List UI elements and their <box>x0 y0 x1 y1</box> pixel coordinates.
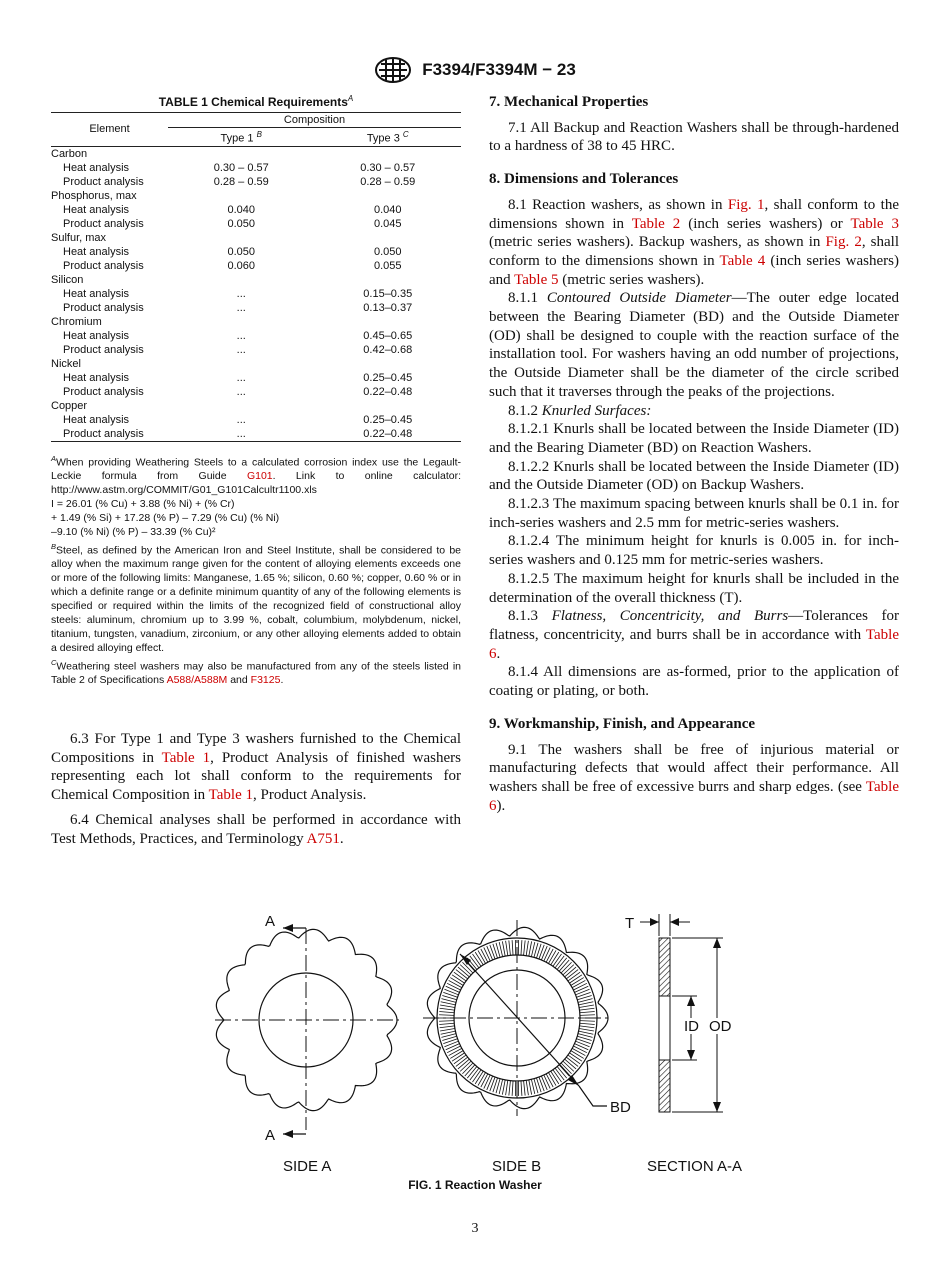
page-number: 3 <box>471 1221 479 1236</box>
cell-value: 0.25–0.45 <box>363 371 413 384</box>
knurl-line <box>481 1074 488 1087</box>
knurl-line <box>478 1073 486 1086</box>
paragraph-9-1: 9.1 The washers shall be free of injurious material or manufacturing defects that would affect their performance. All washers shall be free of excessive burrs and sharp edges. (see Table 6). <box>489 741 899 814</box>
link-fig1[interactable]: Fig. 1 <box>727 196 765 213</box>
knurl-line <box>526 1080 528 1095</box>
link-table2[interactable]: Table 2 <box>631 215 681 232</box>
side-a-view <box>215 913 399 1144</box>
knurl-line <box>524 1081 526 1096</box>
table-row <box>51 146 461 161</box>
section-upper-part <box>659 938 670 996</box>
formula-line-1: I = 26.01 (% Cu) + 3.88 (% Ni) + (% Cr) <box>51 498 235 511</box>
knurl-line <box>571 978 584 986</box>
knurl-line <box>484 1075 490 1089</box>
paragraph-8-1: 8.1 Reaction washers, as shown in Fig. 1, shall conform to the dimensions shown in Table 2 (inch series washers) or Table 3 (metric series washers). Backup washers, as shown in Fig. 2, shall conform to the dimensions shown in Table 4 (inch series washers) and Table 5 (metric series washers). <box>489 196 900 288</box>
cell-value: ... <box>236 413 246 426</box>
cell-value: ... <box>236 371 246 384</box>
cell-value: 0.040 <box>373 203 402 216</box>
knurl-line <box>439 1015 454 1016</box>
knurl-line <box>446 986 460 992</box>
knurl-line <box>579 1002 594 1005</box>
table-row <box>51 287 461 301</box>
row-label: Heat analysis <box>63 161 130 174</box>
knurl-line <box>450 1051 463 1059</box>
paragraph-7-1: 7.1 All Backup and Reaction Washers shall be through-hardened to a hardness of 38 to 45 HRC. <box>489 119 899 155</box>
row-label: Product analysis <box>63 217 144 230</box>
knurl-line <box>524 940 526 955</box>
knurl-line <box>447 983 460 990</box>
label-bd: BD <box>610 1099 631 1116</box>
knurl-line <box>512 1081 513 1096</box>
cell-value: 0.040 <box>227 203 256 216</box>
arrow-head-icon <box>283 924 293 932</box>
knurl-line <box>444 1041 458 1047</box>
knurl-line <box>450 978 463 986</box>
knurl-line <box>521 1081 522 1096</box>
row-label: Heat analysis <box>63 329 130 342</box>
knurl-line <box>576 1041 590 1047</box>
knurl-line <box>526 941 528 956</box>
col-type3-header: Type 3 $^C$ <box>315 128 462 147</box>
cell-value: 0.45–0.65 <box>363 329 413 342</box>
row-label: Heat analysis <box>63 245 130 258</box>
knurl-line <box>502 1080 505 1095</box>
knurl-line <box>573 1046 586 1053</box>
arrow-head-icon <box>687 1050 695 1060</box>
section-a-a-view <box>625 914 732 1112</box>
knurl-line <box>544 1075 550 1089</box>
figure-caption: FIG. 1 Reaction Washer <box>408 1178 542 1192</box>
row-label: Product analysis <box>63 343 144 356</box>
cell-value <box>315 273 462 287</box>
table-row <box>51 329 461 343</box>
footnote-a: $^A$When providing Weathering Steels to a calculated corrosion index use the Legault-Leckie formula from Guide G101. Link to online calculator: http://www.astm.org/COMMIT/G01_G101Calcultr1100.xls <box>51 454 461 497</box>
cell-value <box>315 146 462 161</box>
knurl-line <box>575 1044 589 1050</box>
label-side-b: SIDE B <box>492 1158 542 1175</box>
arrow-head-icon <box>713 938 721 948</box>
link-table1[interactable]: Table 1 <box>208 787 253 804</box>
row-label: Heat analysis <box>63 413 130 426</box>
table-row <box>51 357 461 371</box>
row-label: Product analysis <box>63 259 144 272</box>
paragraph-6-4: 6.4 Chemical analyses shall be performed in accordance with Test Methods, Practices, and Terminology A751. <box>51 811 461 847</box>
table-row <box>51 427 461 442</box>
table-row <box>51 371 461 385</box>
knurl-line <box>546 949 553 962</box>
arrow-head-icon <box>283 1130 293 1138</box>
knurl-line <box>487 1076 493 1090</box>
cell-value: ... <box>236 343 246 356</box>
knurl-line <box>506 1080 508 1095</box>
cell-value: 0.050 <box>373 245 402 258</box>
row-label: Carbon <box>51 147 88 160</box>
knurl-line <box>499 1079 502 1094</box>
row-label: Phosphorus, max <box>51 189 137 202</box>
table-row <box>51 315 461 329</box>
knurl-line <box>509 1081 511 1096</box>
section-9-heading: 9. Workmanship, Finish, and Appearance <box>489 715 756 732</box>
row-label: Product analysis <box>63 385 144 398</box>
cell-value: ... <box>236 385 246 398</box>
link-table4[interactable]: Table 4 <box>719 252 766 269</box>
knurl-line <box>439 1021 454 1022</box>
knurl-line <box>502 941 505 956</box>
paragraph-8-1-2-4: 8.1.2.4 The minimum height for knurls is 0.005 in. for inch-series washers and 0.125 mm for metric-series washers. <box>489 533 899 569</box>
cell-value: 0.15–0.35 <box>363 287 413 300</box>
bd-leader-line <box>579 1086 607 1106</box>
table-row <box>51 385 461 399</box>
row-label: Heat analysis <box>63 203 130 216</box>
link-a588[interactable]: A588/A588M <box>166 674 228 687</box>
table-row <box>51 259 461 273</box>
cell-value <box>315 315 462 329</box>
knurl-line <box>579 1005 594 1008</box>
link-fig2[interactable]: Fig. 2 <box>825 234 862 251</box>
cell-value <box>168 189 315 203</box>
paragraph-8-1-2-1: 8.1.2.1 Knurls shall be located between the Inside Diameter (ID) and the Bearing Diameter (BD) on Reaction Washers. <box>489 421 899 456</box>
cell-value: 0.30 – 0.57 <box>213 161 269 174</box>
link-table6[interactable]: Table 6 <box>489 626 899 662</box>
paragraph-8-1-1: 8.1.1 Contoured Outside Diameter—The outer edge located between the Bearing Diameter (BD) and the Outside Diameter (OD) shall be designed to couple with the reaction surface of the installation tool. For washers having an odd number of projections, the Outside Diameter shall be the diameter of the circle scribed such that it traverses through the peaks of the projections. <box>489 290 900 400</box>
cell-value <box>168 146 315 161</box>
knurl-line <box>441 1031 456 1034</box>
row-label: Silicon <box>51 273 84 286</box>
paragraph-8-1-4: 8.1.4 All dimensions are as-formed, prior to the application of coating or plating, or both. <box>489 664 899 700</box>
paragraph-6-3: 6.3 For Type 1 and Type 3 washers furnished to the Chemical Compositions in Table 1, Product Analysis of finished washers representing each lot shall conform to the requirements for Chemical Composition in Table 1, Product Analysis. <box>51 731 461 804</box>
row-label: Product analysis <box>63 175 144 188</box>
row-label: Nickel <box>51 357 81 370</box>
cell-value: 0.25–0.45 <box>363 413 413 426</box>
cell-value: ... <box>236 287 246 300</box>
cell-value <box>168 231 315 245</box>
row-label: Sulfur, max <box>51 231 107 244</box>
reaction-washer-figure <box>215 910 745 1180</box>
cell-value: 0.22–0.48 <box>363 385 413 398</box>
knurl-line <box>580 1015 595 1016</box>
knurl-line <box>478 950 486 963</box>
cell-value: ... <box>236 301 246 314</box>
knurl-line <box>449 980 462 987</box>
knurl-line <box>439 1011 454 1012</box>
row-label: Chromium <box>51 315 102 328</box>
row-label: Product analysis <box>63 427 144 440</box>
right-column-body <box>489 93 899 815</box>
cell-value <box>168 399 315 413</box>
col-type1-header: Type 1 $^B$ <box>168 128 315 147</box>
cell-value <box>168 357 315 371</box>
table-row <box>51 413 461 427</box>
knurl-line <box>571 1051 584 1059</box>
table-row <box>51 217 461 231</box>
label-a-top: A <box>265 913 276 930</box>
left-column-body <box>51 730 461 848</box>
knurl-line <box>572 980 585 987</box>
cell-value: 0.050 <box>227 245 256 258</box>
knurl-line <box>475 1071 483 1084</box>
knurl-line <box>529 1080 532 1095</box>
knurl-line <box>440 1029 455 1032</box>
knurl-line <box>499 942 502 957</box>
knurl-line <box>441 1002 456 1005</box>
knurl-line <box>551 1071 559 1084</box>
knurl-line <box>549 950 557 963</box>
cell-value: 0.28 – 0.59 <box>213 175 269 188</box>
knurl-line <box>440 1008 455 1010</box>
footnote-c: $^C$Weathering steel washers may also be manufactured from any of the steels listed in Table 2 of Specifications A588/A588M and F3125. <box>51 657 461 687</box>
knurl-line <box>573 983 586 990</box>
cell-value: 0.060 <box>227 259 256 272</box>
table-row <box>51 399 461 413</box>
formula-line-3: –9.10 (% Ni) (% P) – 33.39 (% Cu)² <box>51 526 216 539</box>
cell-value: 0.28 – 0.59 <box>360 175 416 188</box>
table-row <box>51 245 461 259</box>
knurl-line <box>551 952 559 965</box>
col-element-header: Element <box>51 113 168 147</box>
knurl-line <box>475 952 483 965</box>
cell-value: 0.42–0.68 <box>363 343 413 356</box>
knurl-line <box>512 940 513 955</box>
label-section-a-a: SECTION A-A <box>647 1158 743 1175</box>
knurl-line <box>544 947 550 961</box>
formula-line-2: + 1.49 (% Si) + 17.28 (% P) – 7.29 (% Cu) (% Ni) <box>51 512 280 525</box>
knurl-line <box>440 1005 455 1008</box>
knurl-line <box>531 942 534 957</box>
arrow-head-icon <box>650 918 659 926</box>
cell-value: 0.055 <box>373 259 402 272</box>
table-row <box>51 189 461 203</box>
astm-logo-icon <box>374 56 412 84</box>
section-lower-part <box>659 1060 670 1112</box>
knurl-line <box>541 1076 547 1090</box>
knurl-line <box>572 1048 585 1055</box>
table-row <box>51 175 461 189</box>
paragraph-8-1-3: 8.1.3 Flatness, Concentricity, and Burrs—Tolerances for flatness, concentricity, and burrs shall be in accordance with Table 6. <box>489 608 899 662</box>
cell-value: 0.22–0.48 <box>363 427 413 440</box>
knurl-line <box>549 1073 557 1086</box>
link-table6[interactable]: Table 6 <box>489 778 899 814</box>
knurl-line <box>484 947 490 961</box>
row-label: Heat analysis <box>63 287 130 300</box>
table-row <box>51 343 461 357</box>
table-row <box>51 203 461 217</box>
side-b-view <box>423 920 631 1116</box>
section-8-heading: 8. Dimensions and Tolerances <box>489 171 679 188</box>
table-row <box>51 161 461 175</box>
cell-value: ... <box>236 329 246 342</box>
knurl-line <box>576 989 590 995</box>
link-g101[interactable]: G101 <box>246 470 273 483</box>
knurl-line <box>447 1046 460 1053</box>
table-row <box>51 273 461 287</box>
cell-value: 0.30 – 0.57 <box>360 161 416 174</box>
knurl-line <box>580 1026 595 1028</box>
col-composition-header: Composition <box>168 113 461 128</box>
table1-footnotes <box>51 452 461 688</box>
knurl-line <box>580 1011 595 1012</box>
label-t: T <box>625 915 635 932</box>
label-id: ID <box>684 1018 699 1035</box>
knurl-line <box>521 940 522 955</box>
paragraph-8-1-2-3: 8.1.2.3 The maximum spacing between knurls shall be 0.1 in. for inch-series washers and 2.5 mm for metric-series washers. <box>489 496 899 531</box>
knurl-line <box>529 941 532 956</box>
arrow-head-icon <box>687 996 695 1006</box>
cell-value <box>168 315 315 329</box>
table-body <box>51 146 461 441</box>
paragraph-8-1-2-2: 8.1.2.2 Knurls shall be located between the Inside Diameter (ID) and the Outside Diameter (OD) on Backup Washers. <box>489 458 899 494</box>
knurl-line <box>449 1048 462 1055</box>
paragraph-8-1-2: 8.1.2 Knurled Surfaces: <box>508 402 652 419</box>
knurl-line <box>506 941 508 956</box>
knurl-line <box>575 986 589 992</box>
row-label: Product analysis <box>63 301 144 314</box>
knurl-line <box>509 940 511 955</box>
row-label: Copper <box>51 399 88 412</box>
knurl-line <box>579 1029 594 1032</box>
paragraph-8-1-2-5: 8.1.2.5 The maximum height for knurls shall be included in the determination of the overall thickness (T). <box>489 570 899 606</box>
cell-value <box>168 273 315 287</box>
table1-caption: TABLE 1 Chemical Requirements$^A$ <box>158 94 354 109</box>
arrow-head-icon <box>670 918 679 926</box>
page-header <box>0 56 950 84</box>
cell-value: 0.050 <box>227 217 256 230</box>
link-table5[interactable]: Table 5 <box>514 271 559 288</box>
table-row <box>51 301 461 315</box>
knurl-line <box>531 1079 534 1094</box>
knurl-line <box>446 1044 460 1050</box>
knurl-line <box>579 1031 594 1034</box>
knurl-line <box>580 1021 595 1022</box>
arrow-head-icon <box>568 1075 579 1086</box>
knurl-line <box>439 1023 454 1024</box>
knurl-line <box>487 946 493 960</box>
label-side-a: SIDE A <box>283 1158 332 1175</box>
footnote-b: $^B$Steel, as defined by the American Iron and Steel Institute, shall be considered to be alloy when the maximum range given for the content of alloying elements exceeds one or more of the following limits: Manganese, 1.65 %; silicon, 0.60 %; copper, 0.60 % or in which a definite range or a definite minimum quantity of any of the following elements is specified or required within the limits of the recognized field of constructional alloy steels: aluminum, chromium up to 3.99 %, cobalt, columbium, molybdenum, nickel, titanium, tungsten, vanadium, zirconium, or any other alloying elements added to obtain a desired alloying effect. <box>51 541 461 654</box>
table-row <box>51 231 461 245</box>
cell-value <box>315 231 462 245</box>
arrow-head-icon <box>713 1102 721 1112</box>
link-table3[interactable]: Table 3 <box>850 215 900 232</box>
knurl-line <box>546 1074 553 1087</box>
cell-value: ... <box>236 427 246 440</box>
link-table1[interactable]: Table 1 <box>161 749 211 766</box>
knurl-line <box>580 1023 595 1024</box>
knurl-line <box>440 1026 455 1028</box>
chemical-requirements-table <box>51 112 461 442</box>
cell-value <box>315 399 462 413</box>
label-a-bottom: A <box>265 1127 276 1144</box>
link-a751[interactable]: A751 <box>306 830 340 847</box>
cell-value: 0.045 <box>373 217 402 230</box>
knurl-line <box>580 1008 595 1010</box>
knurl-line <box>444 989 458 995</box>
row-label: Heat analysis <box>63 371 130 384</box>
cell-value <box>315 189 462 203</box>
knurl-line <box>481 949 488 962</box>
section-7-heading: 7. Mechanical Properties <box>489 94 649 110</box>
label-od: OD <box>709 1018 732 1035</box>
document-designation: F3394/F3394M − 23 <box>422 60 576 79</box>
cell-value <box>315 357 462 371</box>
knurl-line <box>541 946 547 960</box>
link-f3125[interactable]: F3125 <box>250 674 281 687</box>
cell-value: 0.13–0.37 <box>363 301 413 314</box>
